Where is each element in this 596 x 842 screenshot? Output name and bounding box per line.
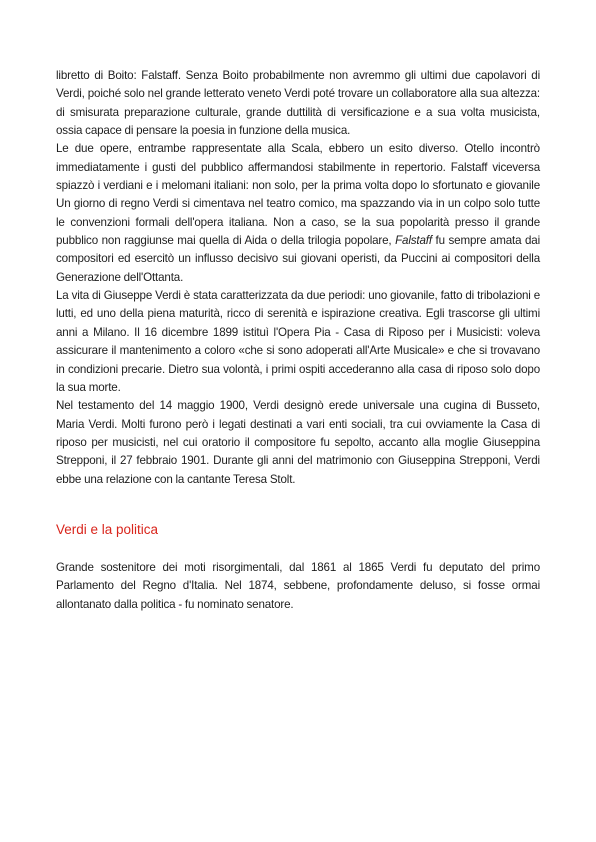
paragraph-text: libretto di Boito: Falstaff. Senza Boito probabilmente non avremmo gli ultimi due capolavori di Verdi, poiché solo nel grande letterato veneto Verdi poté trovare un collaboratore alla sua altezza: di smisurata preparazione culturale, grande duttilità di versificazione e a sua volta musicista, ossia capace di pensare la poesia in funzione della musica. — [56, 69, 540, 138]
paragraph-testament — [56, 397, 540, 489]
paragraph-politics: Grande sostenitore dei moti risorgimentali, dal 1861 al 1865 Verdi fu deputato del primo Parlamento del Regno d'Italia. Nel 1874, sebbene, profondamente deluso, si fosse ormai allontanato dalla politica - fu nominato senatore. — [56, 561, 540, 611]
section-heading: Verdi e la politica — [56, 522, 159, 537]
paragraph-otello-falstaff — [56, 140, 540, 287]
paragraph-text: Le due opere, entrambe rappresentate alla Scala, ebbero un esito diverso. Otello incontrò immediatamente i gusti del pubblico affermandosi stabilmente in repertorio. Falstaff viceversa spiazzò i verdiani e i melomani italiani: non solo, per la prima volta dopo lo sfortunato e giovanile Un giorno di regno Verdi si cimentava nel teatro comico, ma spazzando via in un colpo solo tutte le convenzioni formali dell'opera italiana. Non a caso, se la sua popolarità presso il grande pubblico non raggiunse mai quella di Aida o della trilogia popolare, — [56, 142, 540, 248]
paragraph-boito — [56, 67, 540, 140]
falstaff-italic-title: Falstaff — [395, 234, 432, 248]
paragraph-text: fu sempre amata dai compositori ed esercitò un influsso decisivo sui giovani operisti, da Puccini ai compositori della Generazione dell'Ottanta. — [56, 234, 540, 284]
paragraph-text: Nel testamento del 14 maggio 1900, Verdi designò erede universale una cugina di Busseto, Maria Verdi. Molti furono però i legati destinati a vari enti sociali, tra cui ovviamente la Casa di riposo per musicisti, nel cui oratorio il compositore fu sepolto, accanto alla moglie Giuseppina Strepponi, il 27 febbraio 1901. Durante gli anni del matrimonio con Giuseppina Strepponi, Verdi ebbe una relazione con la cantante Teresa Stolt. — [56, 399, 540, 486]
paragraph-life — [56, 287, 540, 397]
section-body — [56, 559, 540, 614]
body-text — [56, 67, 540, 489]
paragraph-text: La vita di Giuseppe Verdi è stata caratterizzata da due periodi: uno giovanile, fatto di tribolazioni e lutti, ed uno della piena maturità, ricco di serenità e ispirazione creativa. Egli trascorse gli ultimi anni a Milano. Il 16 dicembre 1899 istituì l'Opera Pia - Casa di Riposo per i Musicisti: voleva assicurare il mantenimento a coloro «che si sono adoperati all'Arte Musicale» e che si trovavano in condizioni precarie. Dietro sua volontà, i primi ospiti accederanno alla casa di riposo solo dopo la sua morte. — [56, 289, 540, 394]
